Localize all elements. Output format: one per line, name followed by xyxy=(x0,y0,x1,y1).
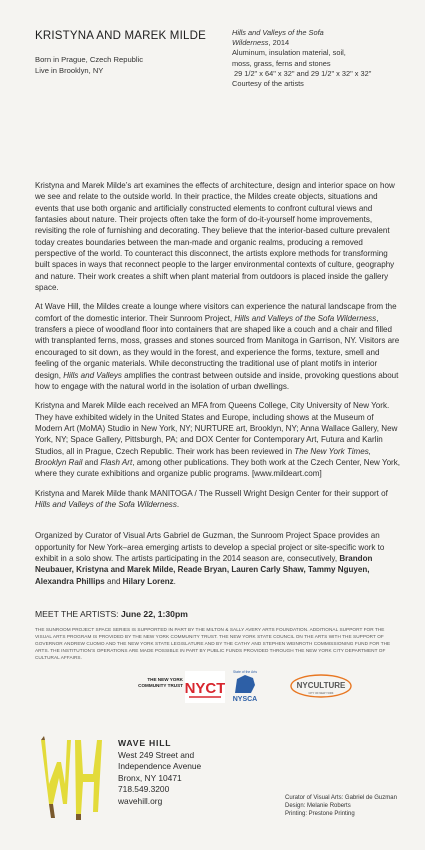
nyct-logo: THE NEW YORK COMMUNITY TRUST NYCT xyxy=(133,671,233,703)
website-link[interactable]: wavehill.org xyxy=(118,795,163,806)
nyculture-icon xyxy=(281,671,361,703)
essay-paragraph-1: Kristyna and Marek Milde’s art examines the effects of architecture, design and interior space on how we see and relate to the outside world. In their practice, the Mildes create objects, situations and events that use both organic and artificially constructed elements to confront cultural views and fantasies about nature. Their projects often take the form of do-it-yourself home improvements, revisiting the role of furnishing and decorating. They believe that the interior-based culture prevalent today creates boundaries between the man-made and organic realms, producing a removed perspective of the world. To counteract this disconnect, the artists explore methods for transforming built spaces in ways that reconnect people to the larger environmental contexts of culture, geography and nature. Their work creates a shift when plant material from outdoors is placed inside the gallery space. xyxy=(35,181,395,293)
svg-text:State of the Arts: State of the Arts xyxy=(232,670,258,674)
artwork-materials: Aluminum, insulation material, soil, xyxy=(232,48,346,58)
nyculture-logo xyxy=(281,671,361,703)
wave-hill-name: WAVE HILL xyxy=(118,738,172,748)
artwork-info xyxy=(232,28,412,89)
artist-bio xyxy=(35,55,143,76)
svg-text:NYSCA: NYSCA xyxy=(232,696,258,703)
funding-fine-print: THE SUNROOM PROJECT SPACE SERIES IS SUPPORTED IN PART BY THE MILTON & SALLY AVERY ARTS FOUNDATION. ADDITIONAL SUPPORT FOR THE VISUAL ARTS PROGRAM IS PROVIDED BY THE NEW YORK COMMUNITY TRUST. THE NEW YORK STATE COUNCIL ON THE ARTS WITH THE SUPPORT OF GOVERNOR ANDREW CUOMO AND THE NEW YORK STATE LEGISLATURE AND BY THE CATHY AND STEPHEN WEINROTH COMMISSIONING FUND FOR THE ARTS. THE INSTITUTION’S OPERATIONS ARE MADE POSSIBLE IN PART BY PUBLIC FUNDS PROVIDED THROUGH THE NEW YORK CITY DEPARTMENT OF CULTURAL AFFAIRS. xyxy=(35,627,391,660)
bio-birthplace: Born in Prague, Czech Republic xyxy=(35,55,144,64)
meet-the-artists: MEET THE ARTISTS: June 22, 1:30pm xyxy=(35,609,188,619)
nysca-icon xyxy=(227,669,263,703)
artwork-dimensions: 29 1/2" x 64" x 32" and 29 1/2" x 32" x 32" xyxy=(234,68,372,78)
credit-design: Design: Melanie Roberts xyxy=(285,803,351,810)
essay-paragraph-5: Organized by Curator of Visual Arts Gabriel de Guzman, the Sunroom Project Space provides an opportunity for New York–area emerging artists to develop a special project or site-specific work to exhibit in a solo show. The artists participating in the 2014 season are, consecutively, Brandon Neubauer, Kristyna and Marek Milde, Reade Bryan, Lauren Carly Shaw, Tammy Nguyen, Alexandra Phillips and Hilary Lorenz. xyxy=(35,531,385,586)
svg-text:NYCT: NYCT xyxy=(185,680,225,697)
artwork-materials-cont: moss, grass, ferns and stones xyxy=(232,58,331,68)
credit-printing: Printing: Prestone Printing xyxy=(285,811,355,818)
address-city: Bronx, NY 10471 xyxy=(118,772,182,783)
artwork-title-cont: Wilderness xyxy=(232,38,269,48)
address-avenue: Independence Avenue xyxy=(118,761,202,771)
phone-number: 718.549.3200 xyxy=(118,784,170,794)
nyct-mark-icon xyxy=(185,671,225,703)
essay-paragraph-4: Kristyna and Marek Milde thank MANITOGA / The Russell Wright Design Center for their support of Hills and Valleys of the Sofa Wilderness. xyxy=(35,488,388,509)
essay xyxy=(35,180,400,595)
wave-hill-address xyxy=(118,738,201,807)
essay-paragraph-3: Kristyna and Marek Milde each received an MFA from Queens College, City University of New York. They have exhibited widely in the United States and Europe, including shows at the Museum of Modern Art (MoMA) Studio in New York, NY; NURTURE art, Brooklyn, NY; Anna Wallace Gallery, New York, NY; Space Gallery, Pittsburgh, PA; and DOX Center for Contemporary Art, Futura and Karlin Studios, all in Prague, Czech Republic. Their work has been reviewed in The New York Times, Brooklyn Rail and Flash Art, among other publications. They both work at the Czech Center, New York, where they curate exhibitions and organize public programs. [www.mildeart.com] xyxy=(35,401,401,479)
wave-hill-logo-icon xyxy=(35,734,105,820)
bio-residence: Live in Brooklyn, NY xyxy=(35,65,104,75)
nysca-logo xyxy=(227,669,263,703)
essay-paragraph-2: At Wave Hill, the Mildes create a lounge where visitors can experience the natural landscape from the comfort of the domestic interior. Their Sunroom Project, Hills and Valleys of the Sofa Wilderness, transfers a piece of woodland floor into containers that are shaped like a couch and a chair and filled with transplanted ferns, moss, grasses and stones sourced from Manitoga in Garrison, NY. Visitors are encouraged to sit down, as they would in the forest, and experience the forms, texture, smell and feeling of the organic materials. While deconstructing the traditional use of plant motifs in interior design, Hills and Valleys amplifies the contrast between outside and inside, provoking questions about how to engage with the natural world in the isolation of urban dwellings. xyxy=(35,302,400,391)
artwork-year: , 2014 xyxy=(268,38,290,48)
svg-text:NYCULTURE: NYCULTURE xyxy=(296,681,346,690)
artist-name: KRISTYNA AND MAREK MILDE xyxy=(35,30,206,42)
artwork-courtesy: Courtesy of the artists xyxy=(232,79,304,89)
sponsor-logos xyxy=(35,665,400,710)
credit-curator: Curator of Visual Arts: Gabriel de Guzman xyxy=(285,795,397,801)
artwork-title: Hills and Valleys of the Sofa xyxy=(232,28,324,37)
address-street: West 249 Street and xyxy=(118,749,195,760)
production-credits xyxy=(285,794,397,819)
svg-text:CITY OF NEW YORK: CITY OF NEW YORK xyxy=(308,692,334,695)
